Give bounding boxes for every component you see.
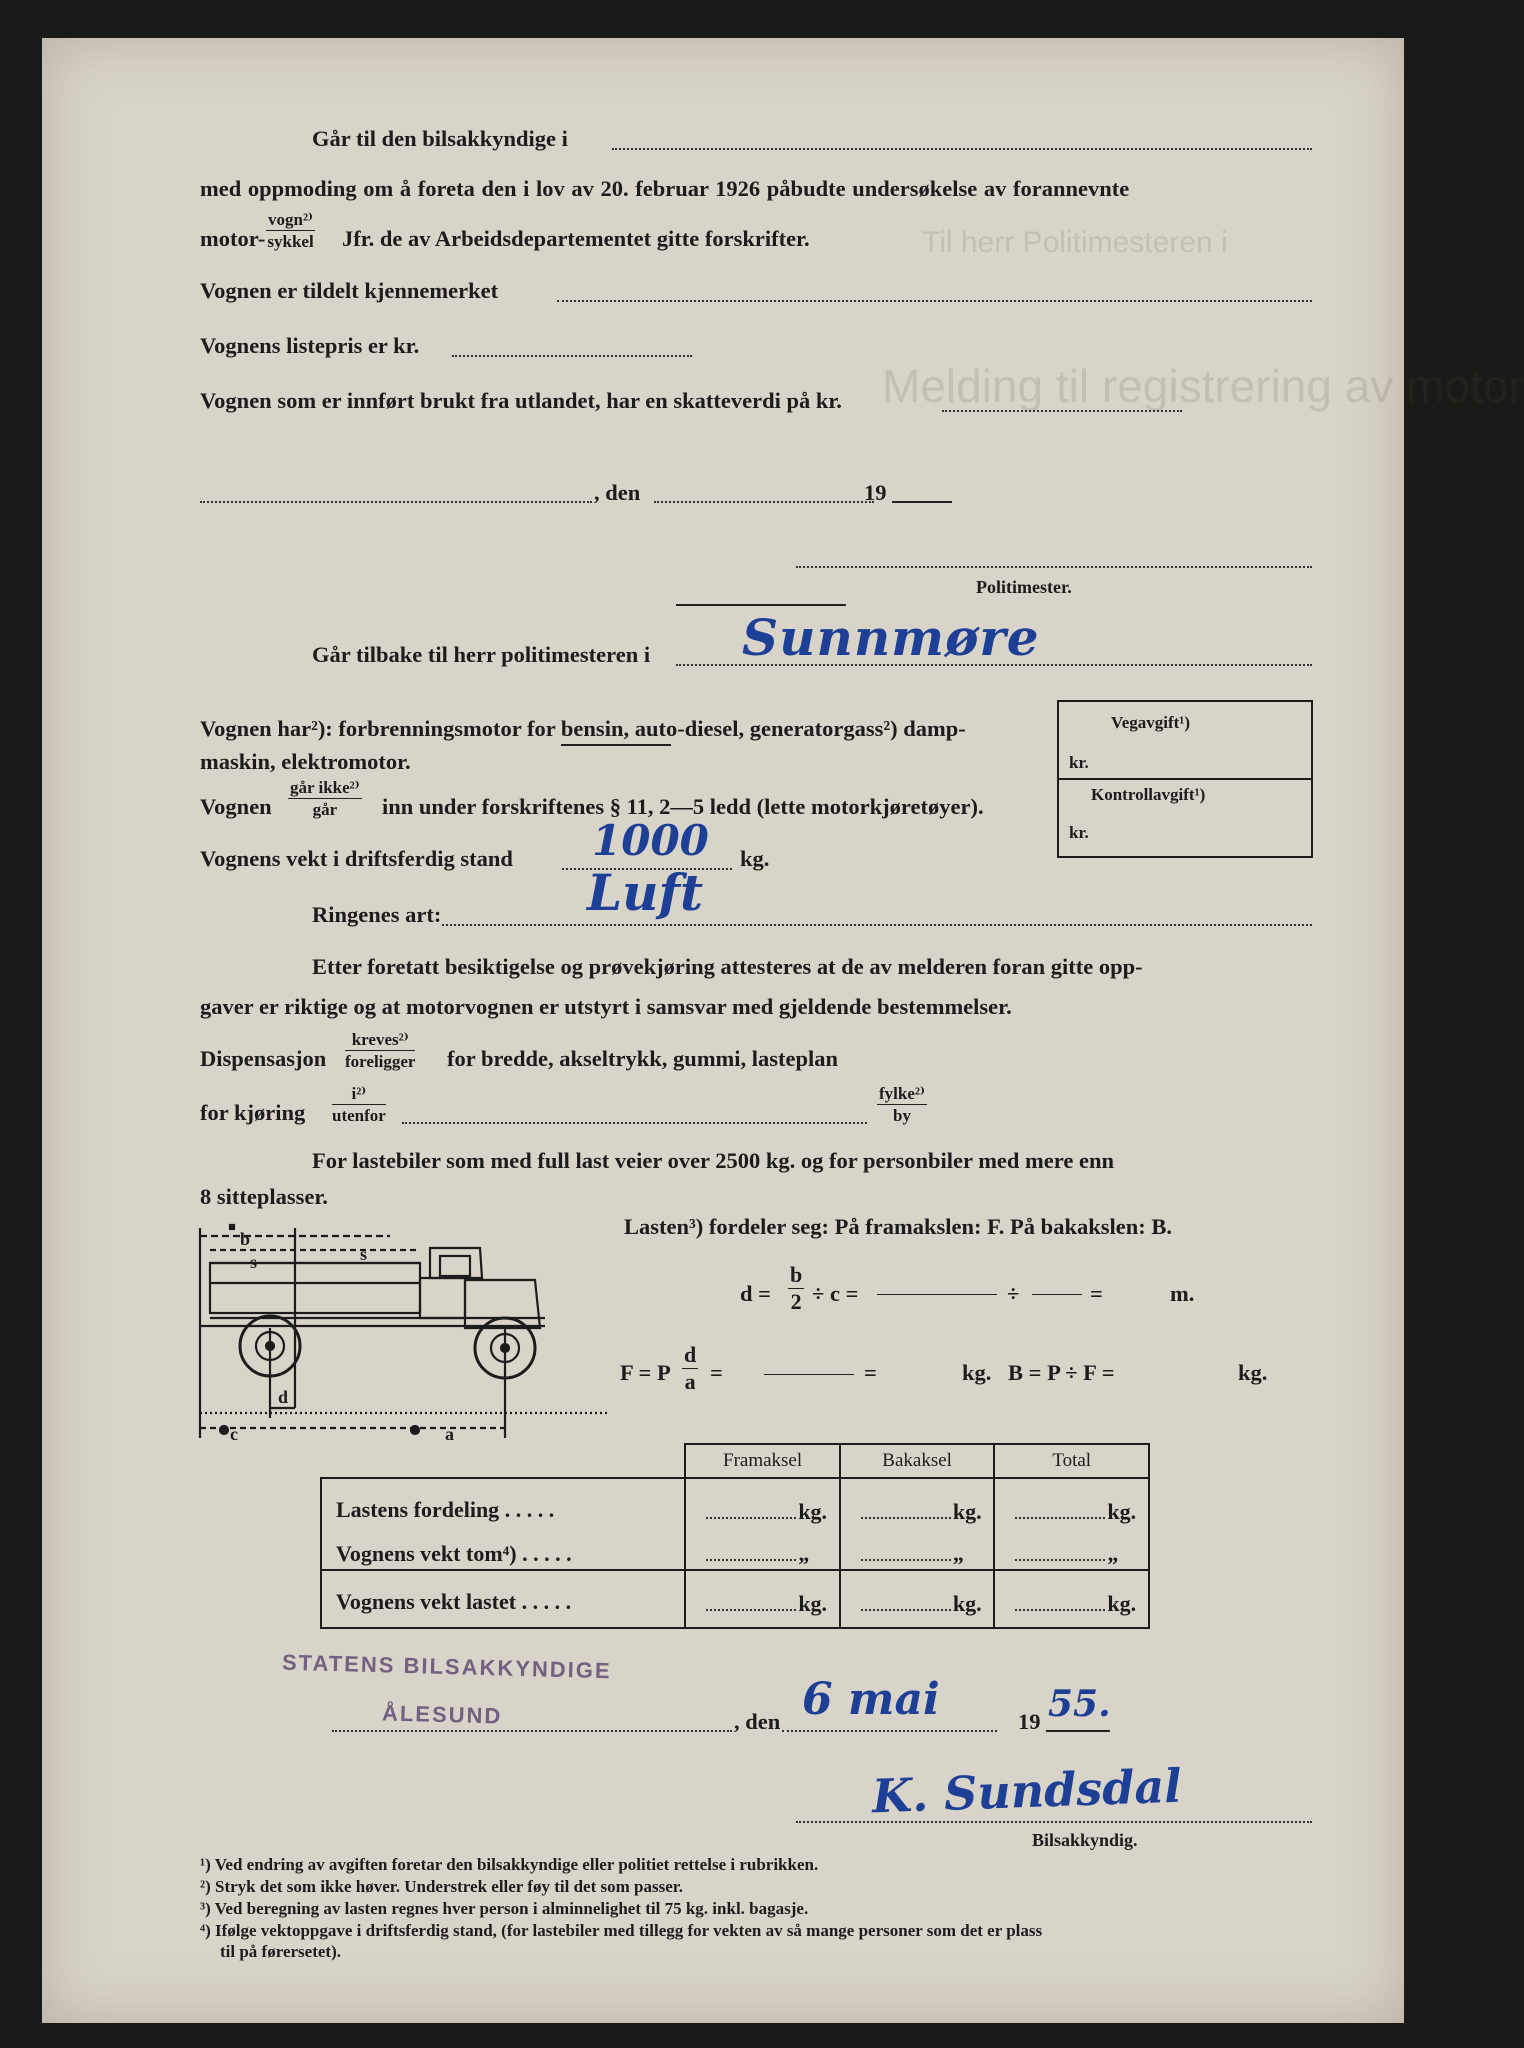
table-cell-front-1[interactable]: [685, 1478, 840, 1570]
table-row-labels-2: [321, 1570, 685, 1628]
tyres-value-handwriting: Luft: [587, 863, 704, 922]
truck-drawing: [200, 1225, 610, 1438]
attest-line-2: gaver er riktige og at motorvognen er utstyrt i samsvar med gjeldende bestemmelser.: [200, 994, 1012, 1019]
motor-frac-den: sykkel: [267, 232, 314, 251]
footnote-number: ³): [200, 1899, 211, 1918]
trucks-line-1: For lastebiler som med full last veier over 2500 kg. og for personbiler med mere enn: [312, 1148, 1114, 1173]
row-dots: . . . . .: [522, 1541, 572, 1566]
driving-right-den: by: [893, 1106, 911, 1125]
formula-f-den: a: [684, 1369, 696, 1394]
table-row-label: [336, 1589, 571, 1615]
formula-d-rest: ÷ c =: [812, 1281, 859, 1306]
date-den-label: , den: [594, 480, 641, 505]
header-total: Total: [994, 1444, 1149, 1478]
stamp-line-1: STATENS BILSAKKYNDIGE: [281, 1649, 612, 1684]
diagram-label-b: b: [240, 1229, 251, 1249]
row-label-text: Lastens fordeling: [336, 1497, 500, 1522]
footnote-number: ¹): [200, 1855, 211, 1874]
diagram-label-s2: s: [360, 1244, 368, 1264]
formula-f-eq2: =: [864, 1360, 877, 1385]
dispensation-fraction: [345, 1031, 415, 1070]
footnote-number: ⁴): [200, 1921, 211, 1940]
section-divider: [676, 604, 846, 606]
police-chief-sign-label: Politimester.: [976, 577, 1072, 597]
truck-diagram: [200, 1208, 620, 1443]
date-field[interactable]: [654, 501, 874, 503]
formula-d-den: 2: [790, 1289, 802, 1314]
closing-place-field[interactable]: [332, 1730, 732, 1732]
footnote-text: Ved beregning av lasten regnes hver person i alminnelighet til 75 kg. inkl. bagasje.: [214, 1899, 809, 1918]
footnote-text: Stryk det som ikke høver. Understrek eller føy til det som passer.: [215, 1877, 683, 1896]
footnote-1: [200, 1856, 818, 1873]
cell-line: [861, 1559, 951, 1561]
driving-frac-den: utenfor: [332, 1106, 386, 1125]
diagram-label-d: d: [278, 1387, 289, 1407]
bleed-through-title: Melding til registrering av motor: [882, 360, 1524, 412]
road-tax-label: Vegavgift¹): [1111, 713, 1191, 732]
formula-d-unit: m.: [1170, 1281, 1195, 1306]
table-row-label: [336, 1541, 572, 1567]
footnote-number: ²): [200, 1877, 211, 1896]
form-page: [42, 38, 1524, 2023]
engine-line-1: Vognen har²): forbrenningsmotor for bensin, auto-diesel, generatorgass²) damp-: [200, 716, 966, 741]
light-vehicle-prefix: Vognen: [200, 794, 272, 819]
list-price-field[interactable]: [452, 355, 692, 357]
footnote-3: [200, 1900, 808, 1917]
tyres-label: Ringenes art:: [312, 902, 442, 927]
import-value-field[interactable]: [942, 410, 1182, 412]
date-year-field[interactable]: [892, 501, 952, 503]
load-distribution-line: Lasten³) fordeler seg: På framakslen: F. På bakakslen: B.: [624, 1214, 1172, 1239]
police-signature-field[interactable]: [796, 566, 1312, 568]
motor-frac-num: vogn²⁾: [268, 210, 314, 229]
driving-frac-num: i²⁾: [332, 1085, 386, 1105]
cell-line: [706, 1517, 796, 1519]
dispensation-frac-num: kreves²⁾: [345, 1031, 415, 1051]
header-rear-axle: Bakaksel: [840, 1444, 995, 1478]
bleed-through-text: Til herr Politimesteren i: [922, 226, 1228, 259]
motor-fraction: [266, 211, 315, 250]
formula-f-line[interactable]: [764, 1374, 854, 1375]
engine-line-2: maskin, elektromotor.: [200, 749, 411, 774]
formula-b-unit: kg.: [1238, 1360, 1268, 1385]
list-price-label: Vognens listepris er kr.: [200, 333, 420, 358]
closing-year-prefix: 19: [1018, 1709, 1041, 1734]
cell-line: [706, 1609, 796, 1611]
closing-year-handwriting: 55.: [1048, 1683, 1111, 1725]
formula-d-num: b: [790, 1262, 803, 1287]
engine-underline: [561, 744, 671, 746]
expert-title-label: Bilsakkyndig.: [1032, 1830, 1138, 1850]
table-row-labels-1: [321, 1478, 685, 1570]
footnote-4-continued: [220, 1943, 341, 1960]
header-front-axle: Framaksel: [685, 1444, 840, 1478]
table-cell-total-2[interactable]: [994, 1570, 1149, 1628]
fee-box: [1057, 700, 1313, 858]
place-field[interactable]: [200, 501, 592, 503]
formula-b: B = P ÷ F =: [1008, 1360, 1115, 1385]
formula-f-unit: kg.: [962, 1360, 992, 1385]
registration-field[interactable]: [557, 300, 1312, 302]
stamp-line-2: ÅLESUND: [381, 1700, 503, 1729]
cell-unit: „: [1107, 1541, 1119, 1566]
driving-right-fraction: [877, 1085, 927, 1124]
formula-f-fraction: [682, 1344, 698, 1393]
cell-unit: kg.: [798, 1499, 828, 1524]
dispensation-frac-den: foreligger: [345, 1052, 416, 1071]
footnote-text: til på førersetet).: [220, 1942, 341, 1961]
return-label: Går tilbake til herr politimesteren i: [312, 642, 651, 667]
inspection-fee-label: Kontrollavgift¹): [1091, 785, 1206, 804]
footnote-text: Ved endring av avgiften foretar den bilsakkyndige eller politiet rettelse i rubrikken.: [214, 1855, 819, 1874]
cell-unit: kg.: [1107, 1499, 1137, 1524]
date-year-prefix: 19: [864, 480, 887, 505]
dispensation-suffix: for bredde, akseltrykk, gummi, lasteplan: [447, 1046, 839, 1071]
row-dots: . . . . .: [504, 1497, 555, 1522]
formula-f-eq1: =: [710, 1360, 723, 1385]
road-tax-kr: kr.: [1069, 753, 1089, 772]
tyres-field[interactable]: [442, 924, 1312, 926]
weight-label: Vognens vekt i driftsferdig stand: [200, 846, 513, 871]
dispensation-prefix: Dispensasjon: [200, 1046, 327, 1071]
load-table: [320, 1443, 1150, 1629]
regulations-text: Jfr. de av Arbeidsdepartementet gitte forskrifter.: [342, 226, 810, 251]
formula-d-eq: =: [1090, 1281, 1103, 1306]
formula-d-fraction: [788, 1264, 804, 1313]
cell-line: [1015, 1609, 1105, 1611]
driving-prefix: for kjøring: [200, 1100, 306, 1125]
table-cell-rear-2[interactable]: [840, 1570, 995, 1628]
return-value-handwriting: Sunnmøre: [742, 608, 1040, 667]
footnote-4: [200, 1922, 1042, 1939]
cell-line: [1015, 1517, 1105, 1519]
formula-d-line-2[interactable]: [1032, 1294, 1082, 1295]
table-corner: [321, 1444, 685, 1478]
cell-line: [706, 1559, 796, 1561]
closing-date-field[interactable]: [782, 1730, 997, 1732]
closing-den-label: , den: [734, 1709, 781, 1734]
registration-label: Vognen er tildelt kjennemerket: [200, 278, 499, 303]
fee-box-divider: [1059, 778, 1311, 780]
driving-fraction: [332, 1085, 386, 1124]
motor-prefix: motor-: [200, 226, 266, 251]
cell-unit: kg.: [1107, 1591, 1137, 1616]
cell-line: [861, 1517, 951, 1519]
attest-line-1: Etter foretatt besiktigelse og prøvekjøring attesteres at de av melderen foran gitte opp-: [312, 954, 1143, 979]
cell-unit: „: [952, 1541, 964, 1566]
table-row-label: [336, 1497, 554, 1523]
formula-d-div: ÷: [1007, 1281, 1020, 1306]
weight-unit: kg.: [740, 846, 770, 871]
light-vehicle-suffix: inn under forskriftenes § 11, 2—5 ledd (lette motorkjøretøyer).: [382, 794, 984, 819]
footnote-text: Ifølge vektoppgave i driftsferdig stand, (for lastebiler med tillegg for vekten av så mange personer som det er plass: [215, 1921, 1043, 1940]
diagram-label-a: a: [445, 1424, 454, 1444]
cell-unit: kg.: [952, 1499, 982, 1524]
table-cell-total-1[interactable]: [994, 1478, 1149, 1570]
formula-f-num: d: [684, 1342, 697, 1367]
driving-area-field[interactable]: [402, 1122, 867, 1124]
cell-line: [1015, 1559, 1105, 1561]
cell-unit: „: [798, 1541, 810, 1566]
table-cell-front-2[interactable]: [685, 1570, 840, 1628]
formula-d-line-1[interactable]: [877, 1294, 997, 1295]
trucks-line-2: 8 sitteplasser.: [200, 1184, 328, 1209]
row-label-text: Vognens vekt tom⁴): [336, 1541, 517, 1566]
inspection-fee-kr: kr.: [1069, 823, 1089, 842]
light-vehicle-fraction: [288, 779, 362, 818]
cell-unit: kg.: [952, 1591, 982, 1616]
formula-f-lhs: F = P: [620, 1360, 671, 1385]
goes-to-label: Går til den bilsakkyndige i: [312, 126, 568, 151]
goes-to-field[interactable]: [612, 148, 1312, 150]
expert-signature-handwriting: K. Sundsdal: [871, 1758, 1183, 1824]
cell-unit: kg.: [798, 1591, 828, 1616]
import-value-label: Vognen som er innført brukt fra utlandet, har en skatteverdi på kr.: [200, 388, 842, 413]
driving-right-num: fylke²⁾: [879, 1084, 926, 1103]
footnote-2: [200, 1878, 683, 1895]
cell-line: [861, 1609, 951, 1611]
table-cell-rear-1[interactable]: [840, 1478, 995, 1570]
row-dots: . . . . .: [521, 1589, 572, 1614]
light-frac-den: går: [312, 800, 338, 819]
diagram-label-s: s: [250, 1252, 258, 1272]
formula-d-lhs: d =: [740, 1281, 771, 1306]
request-line: med oppmoding om å foreta den i lov av 20. februar 1926 påbudte undersøkelse av forannevnte: [200, 176, 1130, 201]
closing-date-handwriting: 6 mai: [802, 1674, 940, 1725]
closing-year-field[interactable]: [1046, 1730, 1110, 1732]
row-label-text: Vognens vekt lastet: [336, 1589, 517, 1614]
diagram-label-c: c: [230, 1424, 238, 1444]
weight-value-handwriting: 1000: [592, 816, 709, 865]
light-frac-num: går ikke²⁾: [290, 778, 360, 797]
